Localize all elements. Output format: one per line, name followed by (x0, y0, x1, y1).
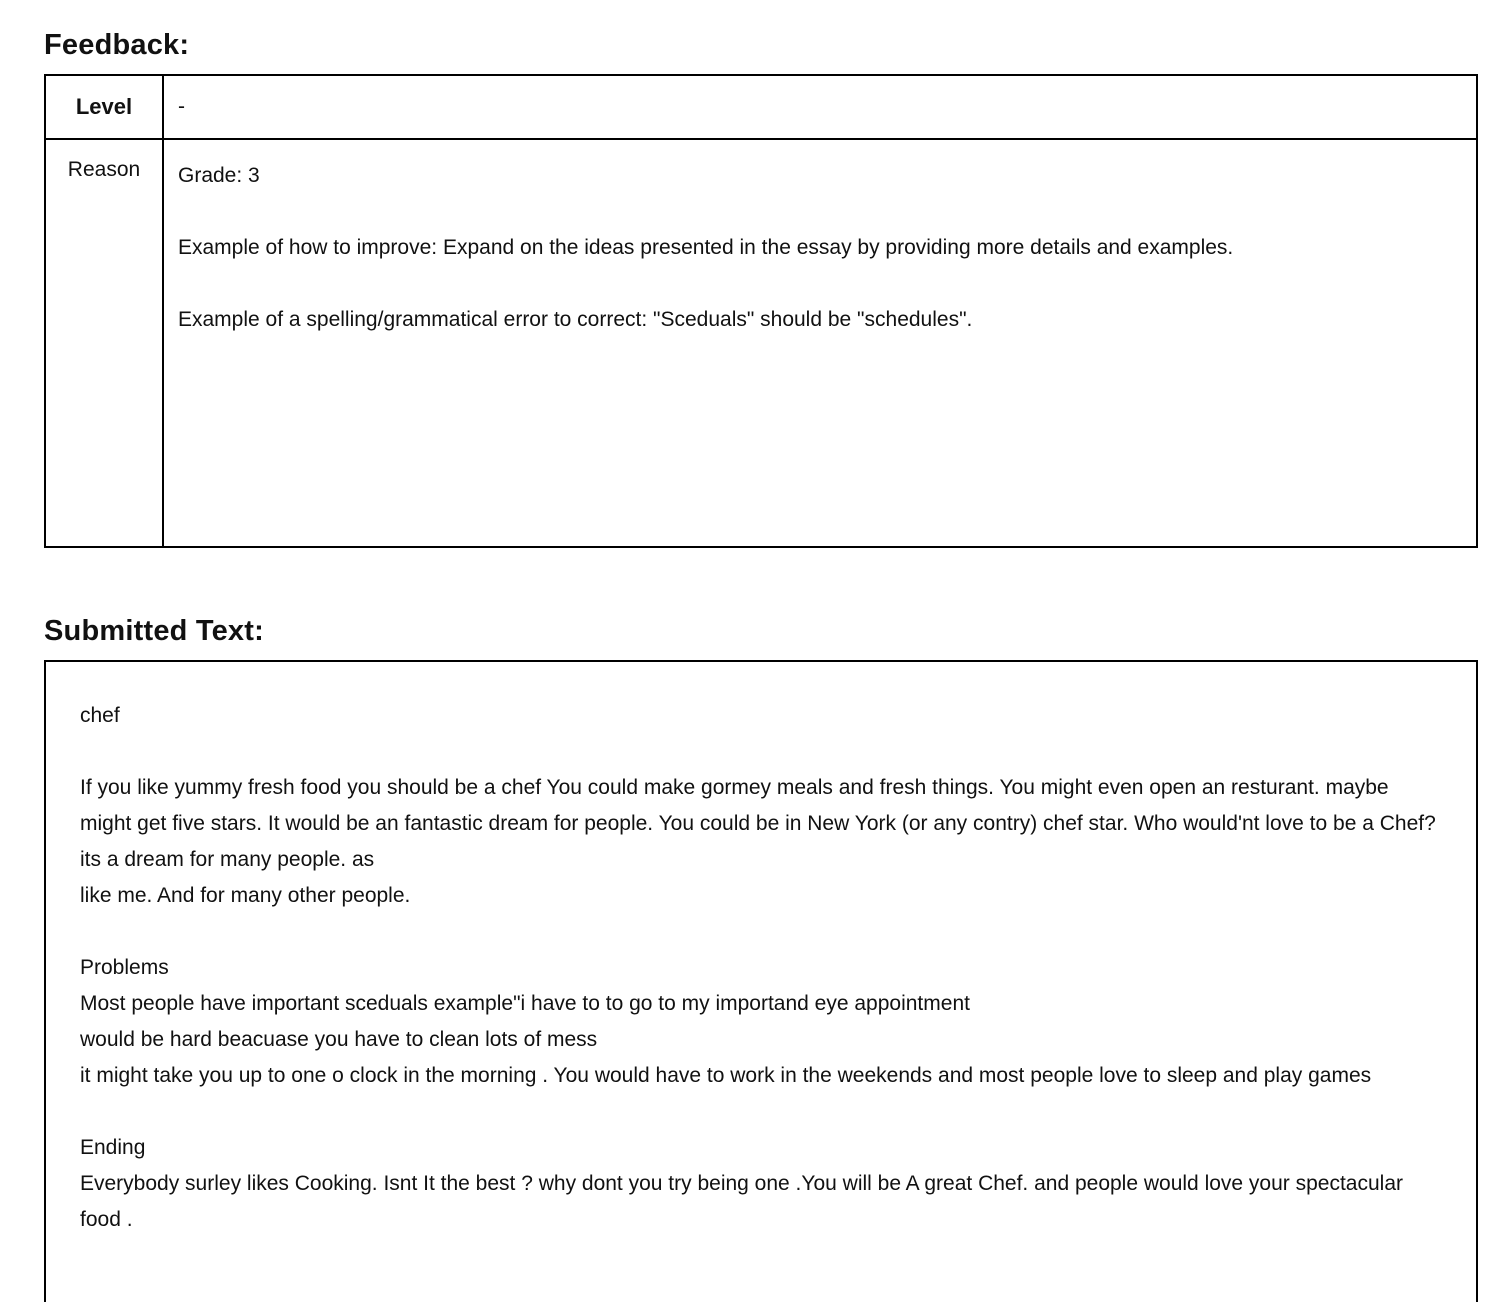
level-row (45, 75, 1477, 139)
essay-intro (80, 770, 1442, 914)
level-value: - (163, 75, 1477, 139)
essay-title: chef (80, 704, 120, 727)
essay-ending (80, 1130, 1442, 1238)
submitted-text-heading: Submitted Text: (44, 615, 264, 647)
grade-text: Grade: 3 (178, 164, 260, 187)
essay-problems (80, 950, 1442, 1094)
problems-line-1: Most people have important sceduals example"i have to to go to my importand eye appointment (80, 992, 970, 1015)
ending-text: Everybody surley likes Cooking. Isnt It the best ? why dont you try being one .You will be A great Chef. and people would love your spectacular food . (80, 1172, 1403, 1231)
essay-intro-text: If you like yummy fresh food you should be a chef You could make gormey meals and fresh things. You might even open an resturant. maybe might get five stars. It would be an fantastic dream for people. You could be in New York (or any contry) chef star. Who would'nt love to be a Chef? its a dream for many people. as (80, 776, 1436, 871)
reason-label: Reason (45, 139, 163, 547)
feedback-table (44, 74, 1478, 548)
problems-line-3: it might take you up to one o clock in the morning . You would have to work in the weekends and most people love to sleep and play games (80, 1064, 1372, 1087)
problems-heading: Problems (80, 956, 169, 979)
improvement-text: Example of how to improve: Expand on the ideas presented in the essay by providing more details and examples. (178, 236, 1234, 259)
reason-value (163, 139, 1477, 547)
problems-line-2: would be hard beacuase you have to clean lots of mess (80, 1028, 598, 1051)
essay-intro-continued: like me. And for many other people. (80, 884, 411, 907)
reason-row (45, 139, 1477, 547)
level-label: Level (45, 75, 163, 139)
error-correction-text: Example of a spelling/grammatical error to correct: "Sceduals" should be "schedules". (178, 308, 973, 331)
ending-heading: Ending (80, 1136, 146, 1159)
submitted-text-box (44, 660, 1478, 1302)
submitted-text-content (46, 662, 1476, 1238)
feedback-heading: Feedback: (44, 29, 190, 61)
